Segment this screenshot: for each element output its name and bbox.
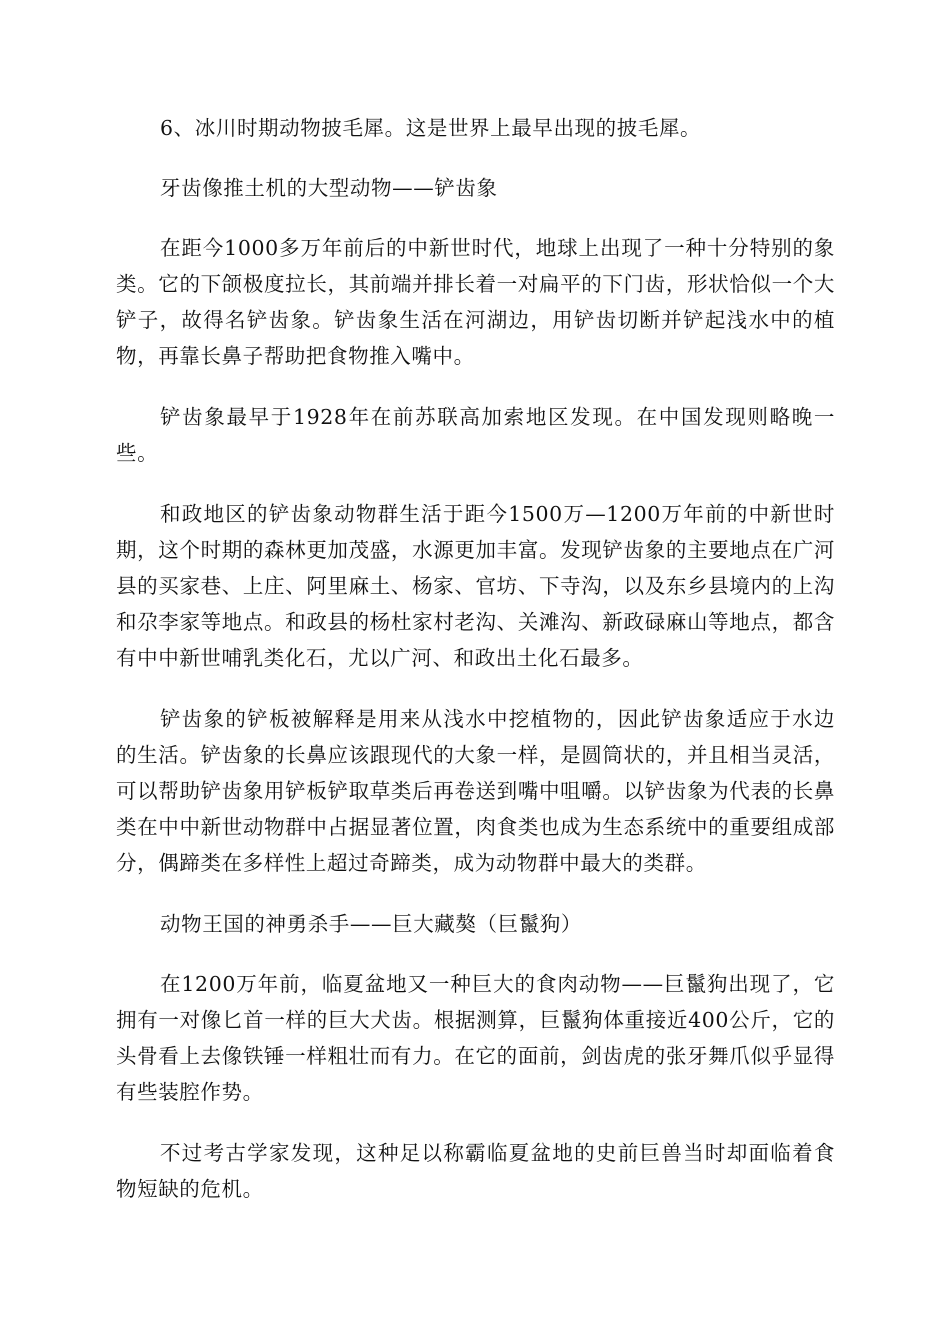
paragraph-hyena-food-crisis: 不过考古学家发现，这种足以称霸临夏盆地的史前巨兽当时却面临着食物短缺的危机。 <box>116 1141 835 1201</box>
paragraph-woolly-rhino: 6、冰川时期动物披毛犀。这是世界上最早出现的披毛犀。 <box>160 116 702 140</box>
paragraph-hyena-intro: 在1200万年前，临夏盆地又一种巨大的食肉动物——巨鬣狗出现了，它拥有一对像匕首一样的巨大犬齿。根据测算，巨鬣狗体重接近400公斤，它的头骨看上去像铁锤一样粗壮而有力。在它的面前，剑齿虎的张牙舞爪似乎显得有些装腔作势。 <box>116 972 835 1104</box>
paragraph-hezheng-fauna: 和政地区的铲齿象动物群生活于距今1500万—1200万年前的中新世时期，这个时期的森林更加茂盛，水源更加丰富。发现铲齿象的主要地点在广河县的买家巷、上庄、阿里麻土、杨家、官坊、下寺沟，以及东乡县境内的上沟和尕李家等地点。和政县的杨杜家村老沟、关滩沟、新政碌麻山等地点，都含有中中新世哺乳类化石，尤以广河、和政出土化石最多。 <box>116 502 835 670</box>
paragraph-platybelodon-intro: 在距今1000多万年前后的中新世时代，地球上出现了一种十分特别的象类。它的下颌极度拉长，其前端并排长着一对扁平的下门齿，形状恰似一个大铲子，故得名铲齿象。铲齿象生活在河湖边，用铲齿切断并铲起浅水中的植物，再靠长鼻子帮助把食物推入嘴中。 <box>116 236 835 368</box>
document-body <box>116 110 835 1232</box>
paragraph-platybelodon-ecology: 铲齿象的铲板被解释是用来从浅水中挖植物的，因此铲齿象适应于水边的生活。铲齿象的长鼻应该跟现代的大象一样，是圆筒状的，并且相当灵活，可以帮助铲齿象用铲板铲取草类后再卷送到嘴中咀嚼。以铲齿象为代表的长鼻类在中中新世动物群中占据显著位置，肉食类也成为生态系统中的重要组成部分，偶蹄类在多样性上超过奇蹄类，成为动物群中最大的类群。 <box>116 707 835 875</box>
section-heading-platybelodon: 牙齿像推土机的大型动物——铲齿象 <box>160 176 498 200</box>
paragraph-platybelodon-discovery: 铲齿象最早于1928年在前苏联高加索地区发现。在中国发现则略晚一些。 <box>116 405 835 465</box>
section-heading-hyena: 动物王国的神勇杀手——巨大藏獒（巨鬣狗） <box>160 912 582 936</box>
